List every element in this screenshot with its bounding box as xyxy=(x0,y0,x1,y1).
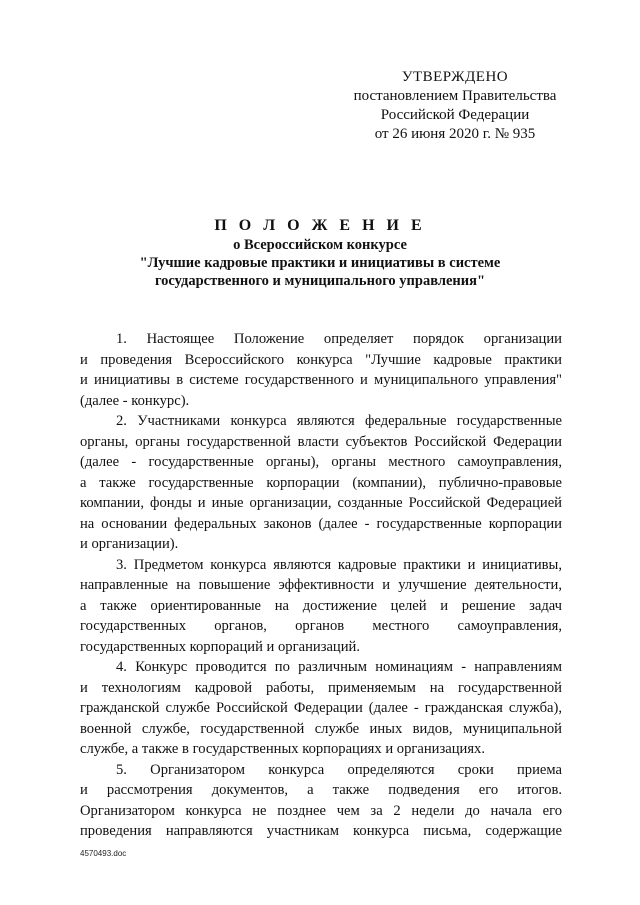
paragraph-5 xyxy=(80,760,562,842)
paragraph-line: и рассмотрения документов, а также подведения его итогов. xyxy=(80,782,562,798)
document-body xyxy=(80,329,562,842)
paragraph-line: 2. Участниками конкурса являются федеральные государственные xyxy=(116,413,562,429)
paragraph-line: и инициативы в системе государственного и муниципального управления" xyxy=(80,372,562,388)
paragraph-line: службе, а также в государственных корпорациях и организациях. xyxy=(80,741,485,757)
paragraph-4 xyxy=(80,657,562,760)
document-title: П О Л О Ж Е Н И Е xyxy=(214,217,426,234)
paragraph-line: (далее - государственные органы), органы местного самоуправления, xyxy=(80,454,562,470)
paragraph-line: 4. Конкурс проводится по различным номинациям - направлениям xyxy=(116,659,562,675)
paragraph-line: 5. Организатором конкурса определяются сроки приема xyxy=(116,761,562,778)
document-subtitle-3: государственного и муниципального управления" xyxy=(154,273,486,289)
document-subtitle-2: "Лучшие кадровые практики и инициативы в системе xyxy=(139,255,501,271)
paragraph-line: на основании федеральных законов (далее - государственные корпорации xyxy=(80,515,562,532)
paragraph-line: военной службе, государственной службе иных видов, муниципальной xyxy=(80,720,562,737)
approval-date-number: от 26 июня 2020 г. № 935 xyxy=(374,126,536,142)
approval-line-2: Российской Федерации xyxy=(380,107,530,123)
paragraph-1 xyxy=(80,329,562,411)
document-subtitle-1: о Всероссийском конкурсе xyxy=(233,237,407,253)
paragraph-line: компании, фонды и иные организации, созданные Российской Федерацией xyxy=(80,495,562,511)
paragraph-line: государственных корпораций и организаций. xyxy=(80,638,361,655)
paragraph-line: 3. Предметом конкурса являются кадровые практики и инициативы, xyxy=(116,556,562,573)
paragraph-line: и технологиям кадровой работы, применяемым на государственной xyxy=(80,679,562,696)
paragraph-line: гражданской службе Российской Федерации (далее - гражданская служба), xyxy=(80,700,562,716)
paragraph-line: (далее - конкурс). xyxy=(80,392,190,409)
paragraph-line: проведения направляются участникам конкурса письма, содержащие xyxy=(80,823,562,839)
paragraph-line: и организации). xyxy=(80,536,179,552)
paragraph-line: а также ориентированные на достижение целей и решение задач xyxy=(80,597,562,614)
paragraph-2 xyxy=(80,411,562,555)
document-file-id: 4570493.doc xyxy=(80,849,127,858)
paragraph-3 xyxy=(80,555,562,658)
paragraph-line: направленные на повышение эффективности и улучшение деятельности, xyxy=(80,577,562,593)
paragraph-line: а также государственные корпорации (компании), публично-правовые xyxy=(80,474,562,491)
document-title-block xyxy=(60,216,580,290)
paragraph-line: 1. Настоящее Положение определяет порядок организации xyxy=(116,331,562,347)
paragraph-line: Организатором конкурса не позднее чем за 2 недели до начала его xyxy=(80,802,562,819)
paragraph-line: органы, органы государственной власти субъектов Российской Федерации xyxy=(80,433,562,450)
approval-line-1: постановлением Правительства xyxy=(353,88,557,104)
paragraph-line: государственных органов, органов местного самоуправления, xyxy=(80,618,562,634)
approved-stamp-text: УТВЕРЖДЕНО xyxy=(401,69,509,85)
paragraph-line: и проведения Всероссийского конкурса "Лучшие кадровые практики xyxy=(80,351,562,368)
approval-block xyxy=(330,68,580,144)
